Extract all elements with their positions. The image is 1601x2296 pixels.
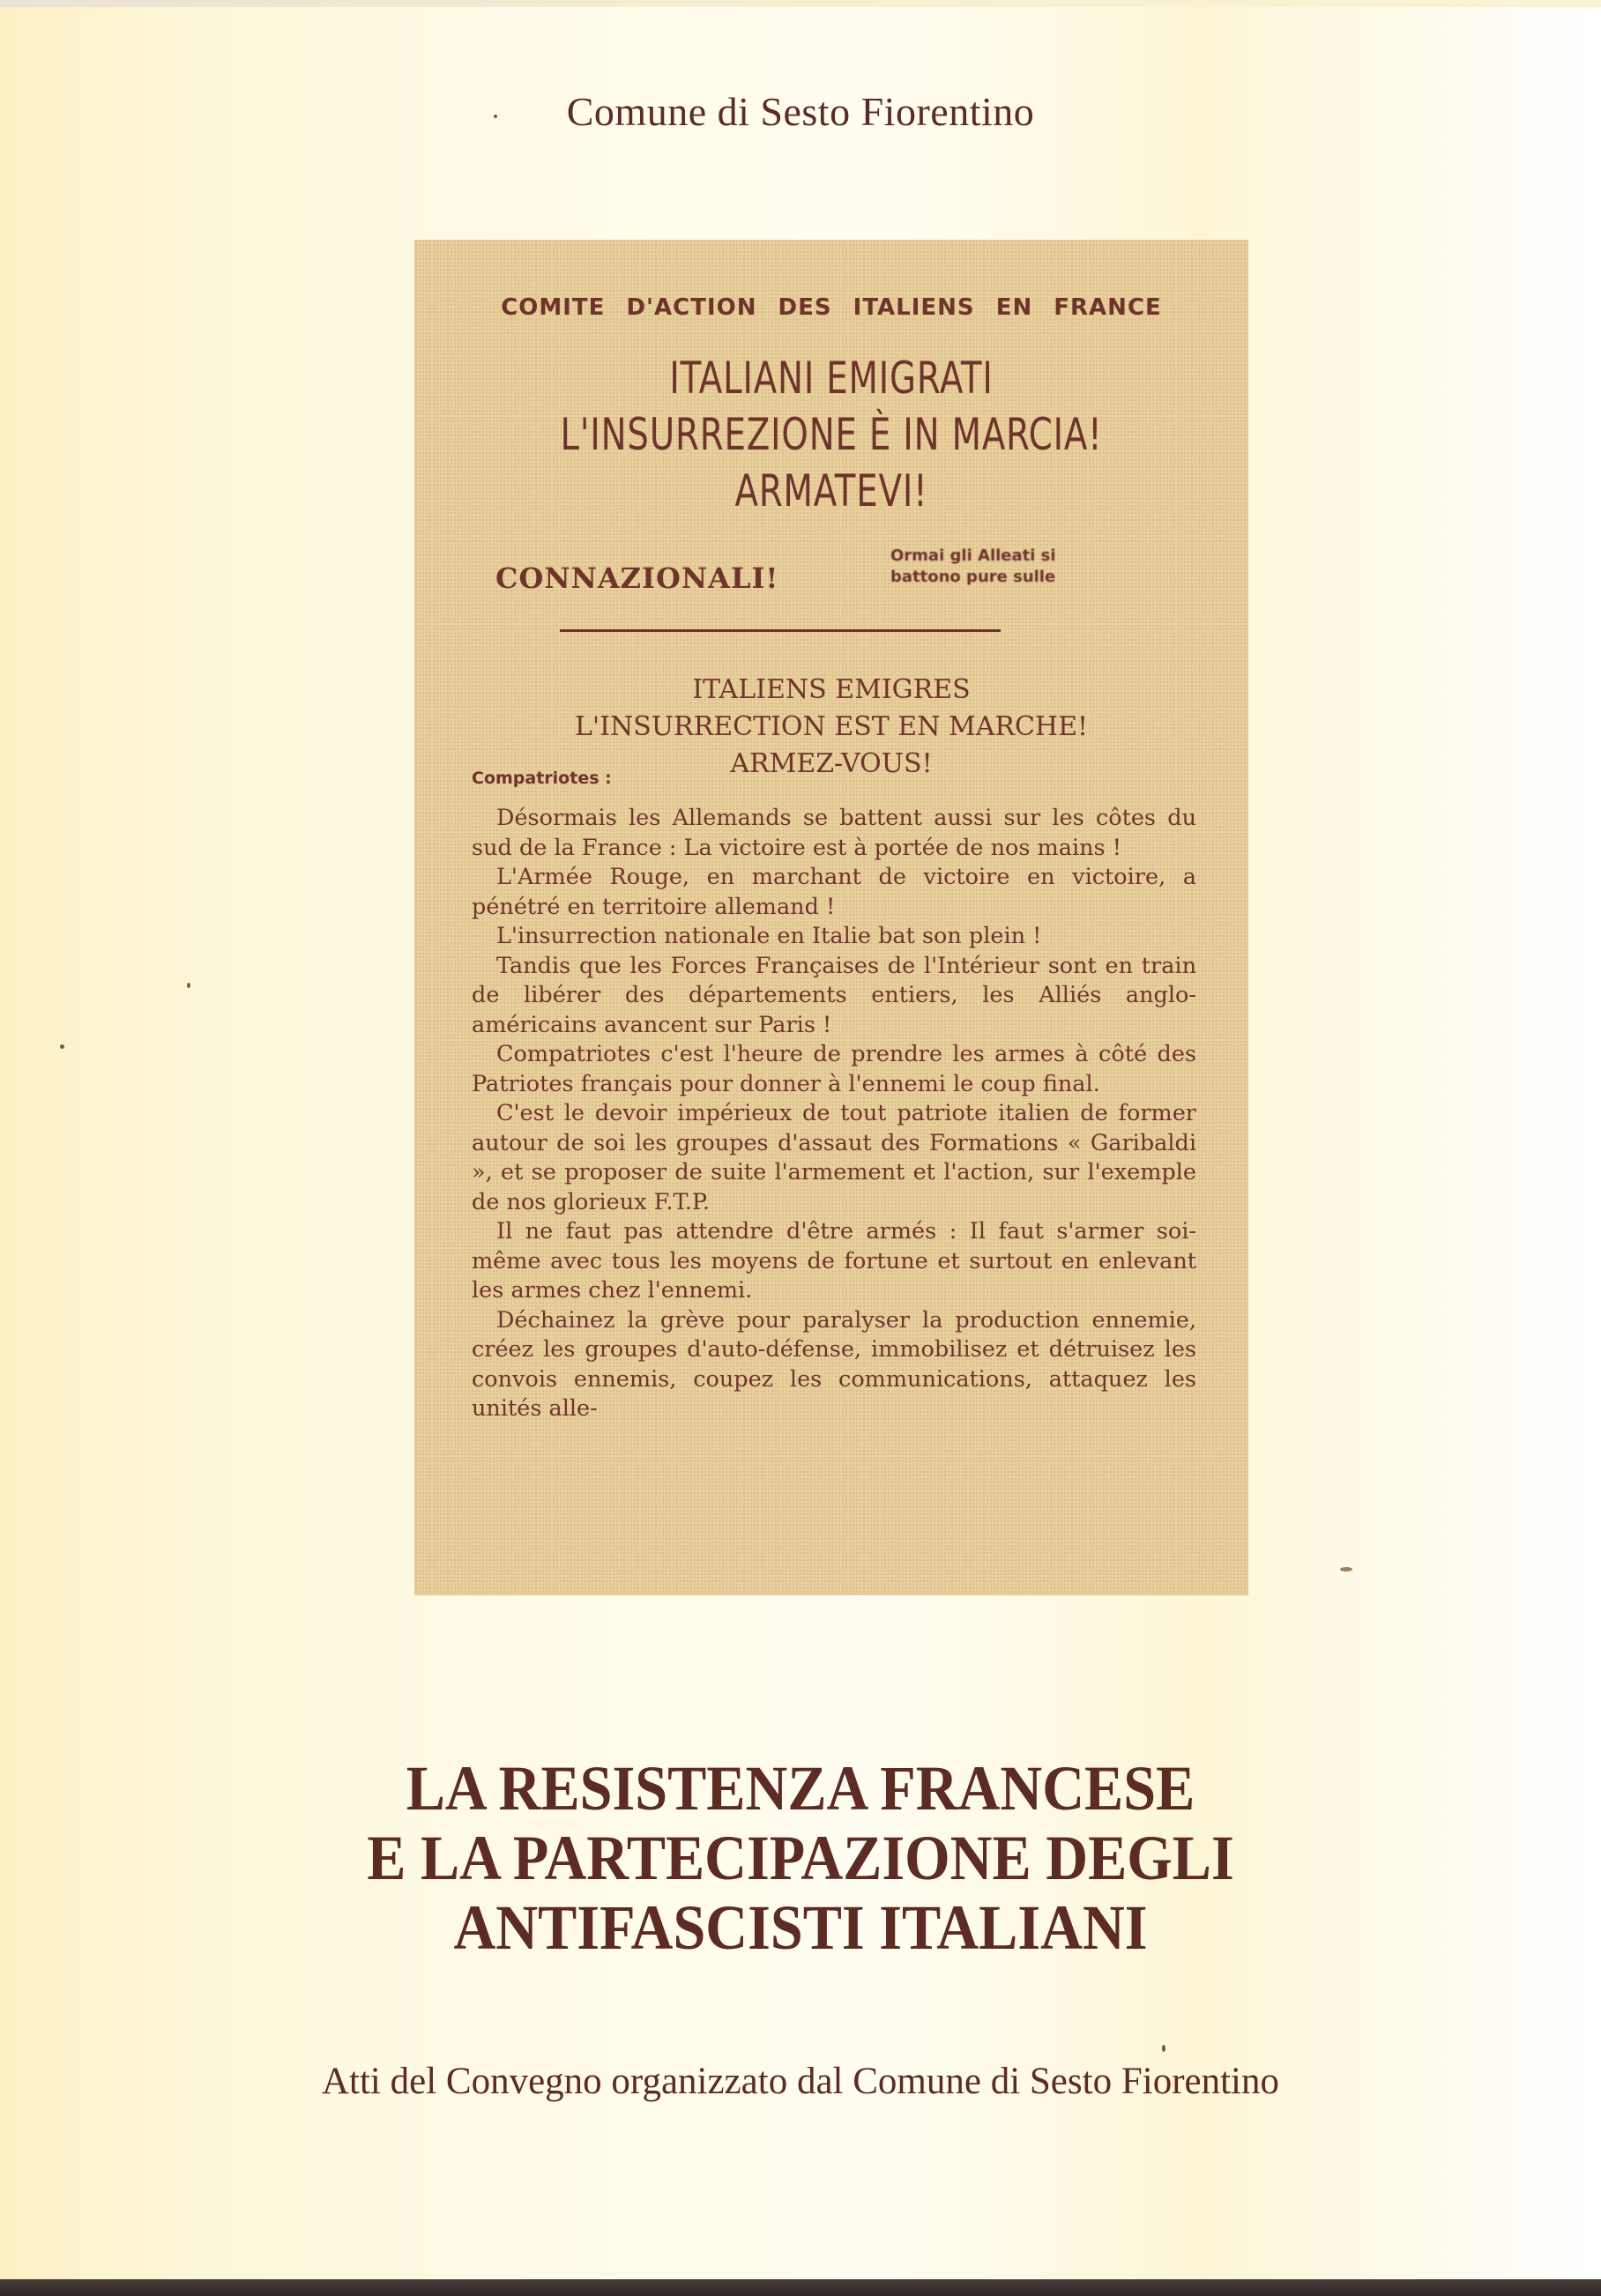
- poster-italian-headline-line: L'INSURREZIONE È IN MARCIA!: [560, 409, 1103, 460]
- poster-side-note-line: battono pure sulle: [890, 568, 1056, 586]
- scan-speck: [60, 1044, 64, 1049]
- book-title-line: LA RESISTENZA FRANCESE: [406, 1753, 1195, 1824]
- poster-french-headline: [414, 672, 1248, 783]
- scan-top-edge: [0, 0, 1601, 7]
- scan-speck: [1162, 2045, 1165, 2052]
- publisher-name: Comune di Sesto Fiorentino: [566, 89, 1035, 134]
- poster-divider: [560, 629, 1001, 632]
- poster-paragraph: Compatriotes c'est l'heure de prendre les armes à côté des Patriotes français pour donner à l'ennemi le coup final.: [472, 1041, 1196, 1097]
- poster-body-text: [472, 804, 1196, 1424]
- book-title-line: ANTIFASCISTI ITALIANI: [453, 1892, 1148, 1963]
- scan-speck: [494, 115, 497, 118]
- poster-italian-headline-line: ITALIANI EMIGRATI: [669, 353, 994, 404]
- poster-french-headline-line: ARMEZ-VOUS!: [730, 748, 933, 779]
- poster-paragraph: Déchainez la grève pour paralyser la production ennemie, créez les groupes d'auto-défense, immobilisez et détruisez les convois ennemis, coupez les communications, attaquez les unités alle-: [472, 1306, 1196, 1422]
- poster-image: [414, 240, 1248, 1595]
- poster-paragraph: Désormais les Allemands se battent aussi sur les côtes du sud de la France : La victoire est à portée de nos mains !: [472, 805, 1196, 861]
- poster-committee-heading: COMITE D'ACTION DES ITALIENS EN FRANCE: [501, 294, 1162, 321]
- poster-french-headline-line: L'INSURRECTION EST EN MARCHE!: [574, 711, 1089, 742]
- book-title-line: E LA PARTECIPAZIONE DEGLI: [367, 1823, 1234, 1893]
- poster-side-note-line: Ormai gli Alleati si: [890, 546, 1056, 565]
- poster-paragraph: Tandis que les Forces Françaises de l'Intérieur sont en train de libérer des départements entiers, les Alliés anglo-américains avancent sur Paris !: [472, 952, 1196, 1038]
- poster-paragraph: C'est le devoir impérieux de tout patriote italien de former autour de soi les groupes d'assaut des Formations « Garibaldi », et se proposer de suite l'armement et l'action, sur l'exemple de nos glorieux F.T.P.: [472, 1100, 1196, 1215]
- poster-french-headline-line: ITALIENS EMIGRES: [692, 674, 971, 705]
- poster-salutation: Compatriotes :: [472, 769, 612, 788]
- poster-paragraph: L'Armée Rouge, en marchant de victoire en victoire, a pénétré en territoire allemand !: [472, 864, 1196, 920]
- book-subtitle: Atti del Convegno organizzato dal Comune di Sesto Fiorentino: [321, 2061, 1279, 2102]
- poster-italian-headline: [473, 350, 1190, 519]
- poster-paragraph: L'insurrection nationale en Italie bat son plein !: [496, 923, 1042, 949]
- scan-speck: [187, 983, 190, 988]
- scan-bottom-edge: [0, 2279, 1601, 2296]
- poster-side-note: [890, 546, 1208, 588]
- poster-paragraph: Il ne faut pas attendre d'être armés : Il faut s'armer soi-même avec tous les moyens de fortune et surtout en enlevant les armes chez l'ennemi.: [472, 1218, 1196, 1304]
- poster-italian-headline-line: ARMATEVI!: [734, 465, 928, 516]
- poster-connazionali: CONNAZIONALI!: [495, 561, 779, 595]
- book-title: [64, 1754, 1538, 1963]
- scan-speck: [1340, 1567, 1352, 1572]
